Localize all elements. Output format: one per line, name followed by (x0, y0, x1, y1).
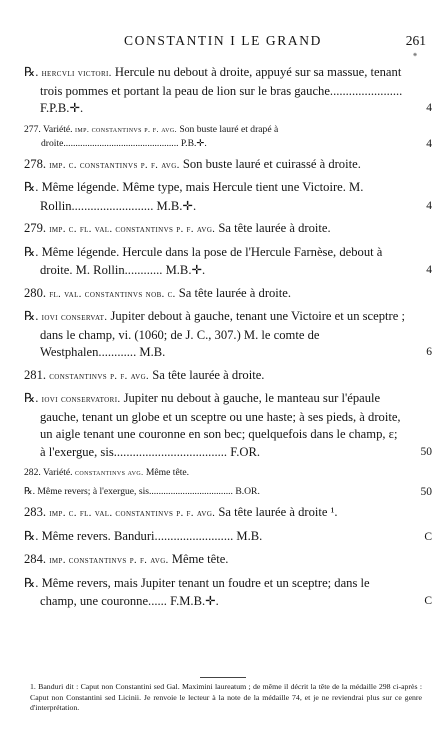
entry-description: Son buste lauré et cuirassé à droite. (179, 156, 361, 171)
entry-description: Même tête. (168, 552, 229, 566)
catalogue-entry (24, 220, 432, 239)
entry-prefix: 278. (24, 156, 50, 171)
rarity-value: C (424, 595, 432, 607)
page-header (0, 33, 446, 59)
entry-description: Même revers; à l'exergue, sis................................... B.OR. (37, 486, 260, 497)
entry-prefix: ℞. (24, 309, 42, 323)
catalogue-entry (24, 575, 432, 611)
entry-prefix: 283. (24, 505, 50, 519)
entry-description: Même tête. (143, 467, 190, 478)
catalogue-entry (24, 390, 432, 461)
footnote-rule (200, 677, 246, 678)
coin-legend: imp. c. fl. val. constantinvs p. f. avg. (49, 224, 216, 235)
entry-description: Même légende. Même type, mais Hercule tient une Victoire. M. Rollin.......................... M.B.✛. (40, 180, 364, 213)
rarity-value: 6 (426, 346, 432, 358)
coin-legend: imp. constantinvs p. f. avg. (74, 124, 177, 134)
rarity-value: 50 (420, 486, 432, 498)
entry-prefix: 280. (24, 285, 50, 300)
catalogue-entry (24, 244, 432, 280)
coin-legend: iovi conservatori. (41, 394, 121, 405)
catalogue-entry (24, 485, 432, 499)
entry-prefix: 277. Variété. (24, 123, 75, 135)
entry-prefix: ℞. (24, 528, 42, 543)
entry-prefix: ℞. (24, 180, 42, 194)
coin-legend: imp. c. constantinvs p. f. avg. (49, 159, 180, 171)
coin-legend: hercvli victori. (41, 68, 112, 79)
entry-description: Même légende. Hercule dans la pose de l'Hercule Farnèse, debout à droite. M. Rollin............ M.B.✛. (40, 244, 383, 277)
entry-prefix: ℞. (24, 391, 42, 405)
entry-description: Jupiter debout à gauche, tenant une Victoire et un sceptre ; dans le champ, vi. (1060; de J. C., 307.) M. le comte de Westphalen............ M.B. (40, 309, 405, 359)
catalogue-entry (24, 179, 432, 215)
rarity-value: 4 (426, 264, 432, 276)
rarity-value: 50 (420, 445, 432, 458)
entry-description: Même revers, mais Jupiter tenant un foudre et un sceptre; dans le champ, une couronne...... F.M.B.✛. (40, 575, 370, 608)
entry-prefix: ℞. (24, 575, 42, 590)
catalogue-entry (24, 64, 432, 118)
entry-prefix: 279. (24, 221, 50, 235)
catalogue-entries (24, 64, 432, 616)
entry-prefix: 282. Variété. (24, 467, 75, 478)
rarity-value: 4 (426, 102, 432, 114)
entry-description: Son buste lauré et drapé à droite................................................ P.B.✛. (41, 123, 279, 149)
entry-description: Sa tête laurée à droite. (175, 285, 292, 300)
coin-legend: constantinvs p. f. avg. (49, 370, 150, 382)
entry-description: Sa tête laurée à droite. (215, 221, 331, 235)
catalogue-entry (24, 551, 432, 570)
catalogue-entry (24, 156, 432, 175)
page-number: 261 (405, 33, 426, 48)
coin-legend: iovi conservat. (41, 312, 108, 323)
running-title: CONSTANTIN I LE GRAND (124, 33, 322, 48)
rarity-value: C (424, 530, 432, 543)
entry-prefix: 284. (24, 552, 50, 566)
catalogue-entry (24, 285, 432, 304)
entry-prefix: ℞. (24, 244, 42, 259)
rarity-value: 4 (426, 137, 432, 150)
entry-prefix: ℞. (24, 486, 38, 497)
catalogue-entry (24, 308, 432, 362)
entry-prefix: 281. (24, 367, 50, 382)
catalogue-entry (24, 504, 432, 523)
coin-legend: fl. val. constantinvs nob. c. (49, 288, 176, 300)
coin-legend: imp. constantinvs p. f. avg. (49, 555, 169, 566)
rarity-value: 4 (426, 199, 432, 212)
catalogue-entry (24, 367, 432, 386)
catalogue-entry (24, 466, 432, 480)
entry-description: Sa tête laurée à droite. (149, 367, 265, 382)
entry-description: Sa tête laurée à droite ¹. (215, 505, 338, 519)
entry-description: Jupiter nu debout à gauche, le manteau sur l'épaule gauche, tenant un globe et un sceptre ou une haste; à ses pieds, à droite, un aigle tenant une couronne en son bec; quelquefois dans le champ, ε; à l'exergue, sis.................................... F.OR. (40, 391, 401, 459)
printer-mark: ⁕ (412, 51, 418, 59)
catalogue-entry (24, 528, 432, 547)
coin-legend: imp. c. fl. val. constantinvs p. f. avg. (49, 508, 216, 519)
entry-description: Hercule nu debout à droite, appuyé sur sa massue, tenant trois pommes et portant la peau de lion sur le bras gauche....................... F.P.B.✛. (40, 65, 403, 115)
coin-legend: constantinvs avg. (74, 468, 144, 477)
entry-prefix: ℞. (24, 65, 42, 79)
catalogue-entry (24, 123, 432, 151)
footnote: 1. Banduri dit : Caput non Constantini sed Gal. Maximini laureatum ; de même il décrit la tête de la médaille 298 ci-après : Caput non Constantini sed Licinii. Je renvoie le lecteur à la note de la médaille 74, et je ne reviendrai plus sur ce genre d'interprétation. (30, 682, 422, 712)
entry-description: Même revers. Banduri......................... M.B. (41, 528, 263, 543)
